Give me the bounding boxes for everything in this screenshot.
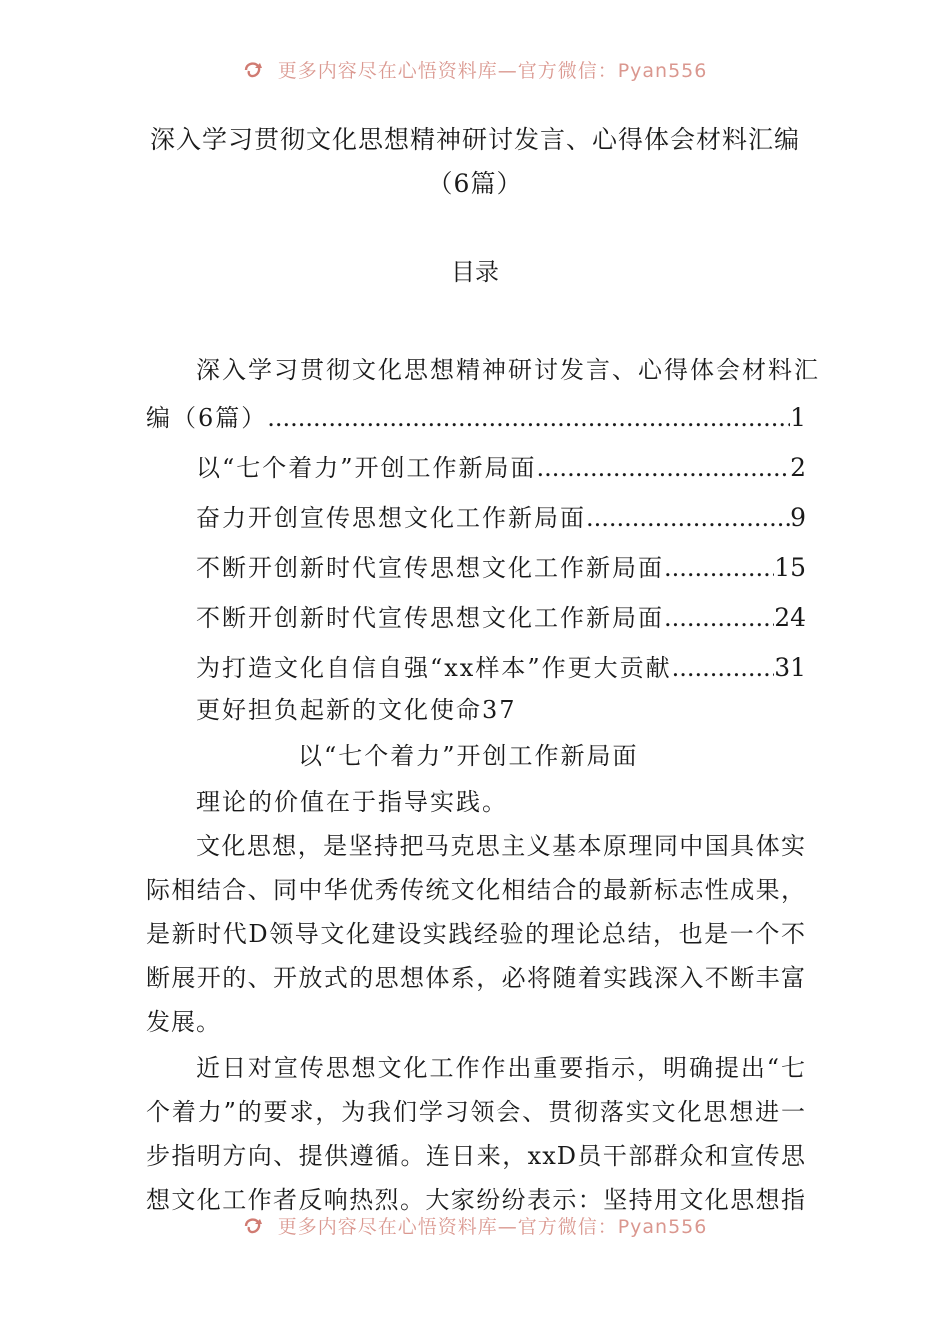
article-paragraph-2-line: 发展。 — [146, 1008, 221, 1036]
document-title-line1: 深入学习贯彻文化思想精神研讨发言、心得体会材料汇编 — [149, 125, 800, 154]
article-paragraph-3-line: 想文化工作者反响热烈。大家纷纷表示：坚持用文化思想指 — [146, 1186, 806, 1214]
article-paragraph-1: 理论的价值在于指导实践。 — [196, 788, 508, 816]
toc-item-label: 为打造文化自信自强“xx样本”作更大贡献 — [196, 654, 672, 682]
article-paragraph-3-line: 步指明方向、提供遵循。连日来，xxD员干部群众和宣传思 — [146, 1142, 806, 1170]
toc-leader-dots — [664, 604, 774, 632]
toc-item-3[interactable] — [196, 548, 806, 582]
article-paragraph-3-line: 近日对宣传思想文化工作作出重要指示，明确提出“七 — [196, 1054, 806, 1082]
toc-leader-dots — [537, 454, 791, 482]
toc-item-1[interactable] — [196, 448, 806, 482]
toc-item-label: 不断开创新时代宣传思想文化工作新局面 — [196, 554, 664, 582]
toc-leader-dots — [586, 504, 790, 532]
article-paragraph-2-line: 断展开的、开放式的思想体系，必将随着实践深入不断丰富 — [146, 964, 806, 992]
toc-leader-dots — [267, 404, 790, 432]
toc-item-label: 不断开创新时代宣传思想文化工作新局面 — [196, 604, 664, 632]
toc-item-5[interactable] — [196, 648, 806, 682]
toc-page-number: 31 — [774, 653, 806, 682]
toc-item-6[interactable]: 更好担负起新的文化使命37 — [196, 696, 517, 724]
watermark-text: 更多内容尽在心悟资料库—官方微信：Pyan556 — [277, 60, 708, 82]
toc-item-label: 编（6篇） — [146, 404, 268, 432]
toc-item-0-line1[interactable]: 深入学习贯彻文化思想精神研讨发言、心得体会材料汇 — [196, 356, 820, 384]
toc-page-number: 1 — [790, 403, 806, 432]
watermark-logo-icon — [243, 59, 265, 81]
article-paragraph-2-line: 际相结合、同中华优秀传统文化相结合的最新标志性成果， — [146, 876, 806, 904]
toc-leader-dots — [672, 654, 775, 682]
watermark-bottom — [0, 1212, 950, 1242]
toc-leader-dots — [664, 554, 774, 582]
toc-page-number: 15 — [774, 553, 806, 582]
article-heading: 以“七个着力”开创工作新局面 — [298, 742, 639, 770]
watermark-text: 更多内容尽在心悟资料库—官方微信：Pyan556 — [277, 1216, 708, 1238]
article-paragraph-2-line: 是新时代D领导文化建设实践经验的理论总结，也是一个不 — [146, 920, 806, 948]
article-paragraph-2-line: 文化思想，是坚持把马克思主义基本原理同中国具体实 — [196, 832, 806, 860]
toc-page-number: 2 — [790, 453, 806, 482]
watermark-logo-icon — [243, 1215, 265, 1237]
document-title-line2: （6篇） — [427, 169, 523, 198]
watermark-top — [0, 56, 950, 86]
toc-page-number: 9 — [790, 503, 806, 532]
toc-item-4[interactable] — [196, 598, 806, 632]
article-paragraph-3-line: 个着力”的要求，为我们学习领会、贯彻落实文化思想进一 — [146, 1098, 806, 1126]
toc-item-2[interactable] — [196, 498, 806, 532]
toc-item-label: 奋力开创宣传思想文化工作新局面 — [196, 504, 586, 532]
toc-item-0[interactable] — [146, 398, 806, 432]
toc-item-label: 以“七个着力”开创工作新局面 — [196, 454, 537, 482]
toc-heading: 目录 — [451, 258, 499, 286]
toc-page-number: 24 — [774, 603, 806, 632]
